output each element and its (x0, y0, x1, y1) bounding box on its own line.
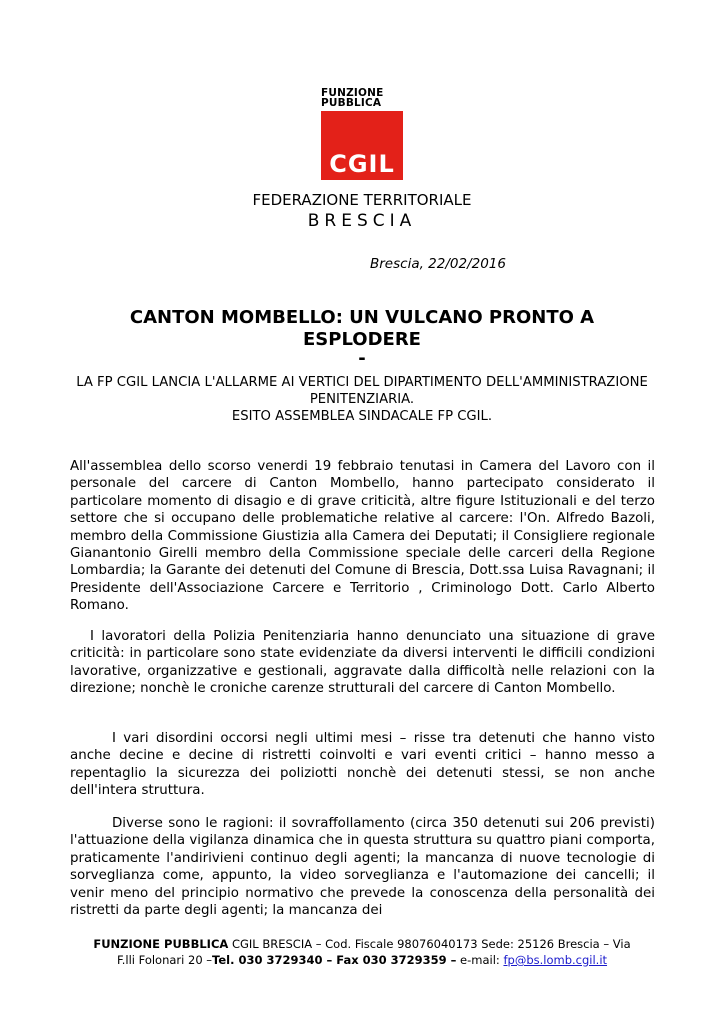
document-date: Brescia, 22/02/2016 (370, 256, 506, 272)
footer-line-2 (60, 952, 664, 968)
title-separator: - (358, 348, 366, 369)
footer-street: F.lli Folonari 20 – (116, 953, 213, 967)
footer-org: FUNZIONE PUBBLICA (93, 937, 229, 951)
footer (60, 936, 664, 968)
document-title: CANTON MOMBELLO: UN VULCANO PRONTO A ESPLODERE (129, 307, 595, 350)
logo-cgil-text: CGIL (329, 150, 395, 178)
logo-line-funzione: FUNZIONE (321, 87, 384, 99)
paragraph-3: I vari disordini occorsi negli ultimi mesi – risse tra detenuti che hanno visto anche decine e decine di ristretti coinvolti e vari eventi critici – hanno messo a repentaglio la sicurezza dei poliziotti nonchè dei detenuti stessi, se non anche dell'intera struttura. (70, 731, 655, 799)
logo-red-box (321, 111, 403, 180)
paragraph-1: All'assemblea dello scorso venerdi 19 febbraio tenutasi in Camera del Lavoro con il personale del carcere di Canton Mombello, hanno partecipato considerato il particolare momento di disagio e di grave criticità, altre figure Istituzionali e del terzo settore che si occupano delle problematiche relative al carcere: l'On. Alfredo Bazoli, membro della Commissione Giustizia alla Camera dei Deputati; il Consigliere regionale Gianantonio Girelli membro della Commissione speciale delle carceri della Regione Lombardia; la Garante dei detenuti del Comune di Brescia, Dott.ssa Luisa Ravagnani; il Presidente dell'Associazione Carcere e Territorio , Criminologo Dott. Carlo Alberto Romano. (70, 459, 655, 614)
footer-email-link[interactable]: fp@bs.lomb.cgil.it (503, 953, 608, 967)
city-heading: BRESCIA (307, 211, 417, 231)
paragraph-4: Diverse sono le ragioni: il sovraffollamento (circa 350 detenuti sui 206 previsti) l'attuazione della vigilanza dinamica che in questa struttura su quattro piani comporta, praticamente l'andirivieni continuo degli agenti; la mancanza di nuove tecnologie di sorveglianza come, appunto, la video sorveglianza e l'automazione dei cancelli; il venir meno del principio normativo che prevede la conoscenza della personalità dei ristretti da parte degli agenti; la mancanza dei (70, 816, 656, 919)
footer-email-label: e-mail: (456, 953, 504, 967)
document-subtitle (70, 374, 654, 425)
federation-heading: FEDERAZIONE TERRITORIALE (252, 191, 472, 209)
logo-line-pubblica: PUBBLICA (321, 97, 382, 109)
fp-cgil-logo (321, 88, 403, 180)
subtitle-line-2: ESITO ASSEMBLEA SINDACALE FP CGIL. (231, 409, 493, 424)
footer-phones: Tel. 030 3729340 – Fax 030 3729359 – (212, 953, 457, 967)
footer-address: CGIL BRESCIA – Cod. Fiscale 98076040173 Sede: 25126 Brescia – Via (228, 937, 631, 951)
subtitle-line: LA FP CGIL LANCIA L'ALLARME AI VERTICI DEL DIPARTIMENTO DELL'AMMINISTRAZIONE PENITENZIARIA. (76, 375, 648, 407)
footer-line-1 (60, 936, 664, 952)
paragraph-2: I lavoratori della Polizia Penitenziaria hanno denunciato una situazione di grave criticità: in particolare sono state evidenziate da diversi interventi le difficili condizioni lavorative, organizzative e gestionali, aggravate dalla difficoltà nelle relazioni con la direzione; nonchè le croniche carenze strutturali del carcere di Canton Mombello. (70, 629, 655, 697)
